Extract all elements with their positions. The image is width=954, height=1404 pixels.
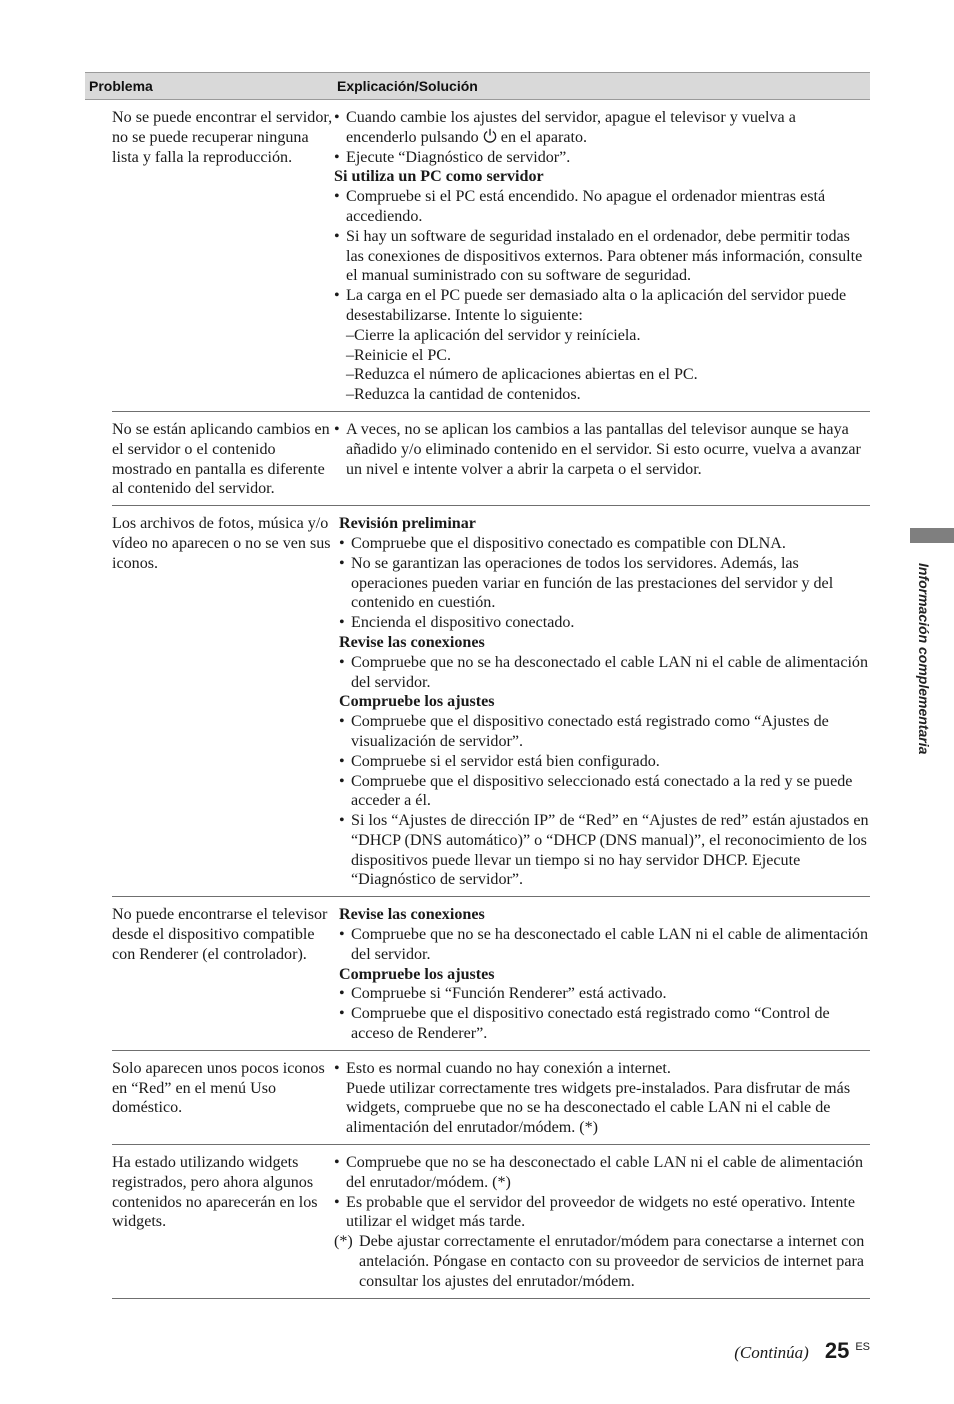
list-item: • Compruebe que el dispositivo conectado es compatible con DLNA. (339, 534, 786, 552)
problem-cell: Los archivos de fotos, música y/o vídeo no aparecen o no se ven sus iconos. (112, 515, 331, 572)
list-item: • A veces, no se aplican los cambios a las pantallas del televisor aunque se haya añadido y/o eliminado contenido en el servidor. Si esto ocurre, vuelva a avanzar un nivel e intente volver a abrir la carpeta o el servidor. (334, 420, 861, 478)
list-item: • Si los “Ajustes de dirección IP” de “Red” en “Ajustes de red” están ajustados en “DHCP (DNS automático)” o “DHCP (DNS manual)”, el reconocimiento de los dispositivos puede llevar un tiempo si no hay servidor DHCP. Ejecute “Diagnóstico de servidor”. (339, 812, 869, 889)
list-item: • Si hay un software de seguridad instalado en el ordenador, debe permitir todas las conexiones de dispositivos externos. Para obtener más información, consulte el manual suministrado con su software de seguridad. (334, 227, 863, 285)
list-item: • Compruebe que no se ha desconectado el cable LAN ni el cable de alimentación del servidor. (339, 653, 869, 691)
list-item: • Compruebe que el dispositivo seleccionado está conectado a la red y se puede acceder a él. (339, 772, 853, 810)
solution-cell (334, 100, 870, 411)
problem-cell: No puede encontrarse el televisor desde el dispositivo compatible con Renderer (el controlador). (112, 906, 328, 963)
table-row (112, 1145, 870, 1299)
section-side-label: Información complementaria (916, 563, 932, 755)
section-heading: Si utiliza un PC como servidor (334, 168, 544, 186)
troubleshooting-table (85, 72, 870, 1299)
continuation-text: Puede utilizar correctamente tres widgets pre-instalados. Para disfrutar de más widgets, compruebe que no se ha desconectado el cable LAN ni el cable de alimentación del enrutador/módem. (*) (346, 1079, 851, 1137)
table-row (112, 100, 870, 412)
solution-cell (334, 1051, 870, 1144)
problem-cell: No se están aplicando cambios en el servidor o el contenido mostrado en pantalla es diferente al contenido del servidor. (112, 420, 330, 498)
language-code: ES (855, 1341, 870, 1353)
list-item: • Compruebe que no se ha desconectado el cable LAN ni el cable de alimentación del servidor. (339, 926, 869, 963)
list-item: • La carga en el PC puede ser demasiado alta o la aplicación del servidor puede desestabilizarse. Intente lo siguiente: (334, 287, 847, 324)
power-icon (483, 128, 497, 144)
footnote: (*) Debe ajustar correctamente el enrutador/módem para conectarse a internet con antelación. Póngase en contacto con su proveedor de servicios de internet para consultar los ajustes del enrutador/módem. (334, 1233, 865, 1290)
list-item: • Compruebe que el dispositivo conectado está registrado como “Ajustes de visualización de servidor”. (339, 713, 829, 750)
list-item: • Ejecute “Diagnóstico de servidor”. (334, 148, 571, 166)
header-problem: Problema (89, 78, 153, 94)
solution-cell (334, 897, 870, 1050)
page-footer (734, 1338, 870, 1364)
page-number: 25 (824, 1338, 850, 1363)
list-item: • Compruebe si el servidor está bien configurado. (339, 752, 660, 770)
list-item: • Compruebe que no se ha desconectado el cable LAN ni el cable de alimentación del enrutador/módem. (*) (334, 1154, 864, 1191)
section-heading: Compruebe los ajustes (339, 693, 495, 711)
list-item: • Compruebe si “Función Renderer” está activado. (339, 985, 667, 1003)
section-heading: Revise las conexiones (339, 906, 485, 924)
list-item: • No se garantizan las operaciones de todos los servidores. Además, las operaciones pueden variar en función de las prestaciones del servidor y del contenido en cuestión. (339, 554, 834, 612)
solution-cell (334, 412, 870, 505)
problem-cell: Ha estado utilizando widgets registrados, pero ahora algunos contenidos no aparecerán en los widgets. (112, 1154, 318, 1231)
list-item: • Esto es normal cuando no hay conexión a internet. (334, 1059, 671, 1077)
list-item: • Es probable que el servidor del proveedor de widgets no esté operativo. Intente utilizar el widget más tarde. (334, 1193, 856, 1231)
list-item: • Compruebe si el PC está encendido. No apague el ordenador mientras está accediendo. (334, 188, 826, 225)
table-row (112, 1051, 870, 1145)
table-header (85, 72, 870, 100)
sub-item: –Cierre la aplicación del servidor y reiníciela. (346, 326, 641, 344)
sub-item: –Reduzca la cantidad de contenidos. (346, 386, 581, 404)
table-row (112, 412, 870, 506)
section-tab-marker (910, 528, 954, 543)
section-heading: Compruebe los ajustes (339, 965, 495, 983)
problem-cell: Solo aparecen unos pocos iconos en “Red” en el menú Uso doméstico. (112, 1059, 325, 1117)
problem-cell: No se puede encontrar el servidor, no se puede recuperar ninguna lista y falla la reproducción. (112, 109, 333, 166)
sub-item: –Reinicie el PC. (346, 346, 452, 364)
solution-cell (334, 1145, 870, 1298)
list-item: • Encienda el dispositivo conectado. (339, 614, 575, 632)
section-heading: Revise las conexiones (339, 633, 485, 651)
solution-cell (334, 506, 870, 896)
table-row (112, 506, 870, 897)
section-heading: Revisión preliminar (339, 515, 476, 533)
continued-label: (Continúa) (734, 1343, 809, 1362)
sub-item: –Reduzca el número de aplicaciones abiertas en el PC. (346, 366, 698, 384)
list-item: • Cuando cambie los ajustes del servidor, apague el televisor y vuelva a encenderlo pulsando en el aparato. (334, 109, 796, 146)
table-row (112, 897, 870, 1051)
header-solution: Explicación/Solución (337, 78, 478, 94)
list-item: • Compruebe que el dispositivo conectado está registrado como “Control de acceso de Renderer”. (339, 1005, 830, 1043)
